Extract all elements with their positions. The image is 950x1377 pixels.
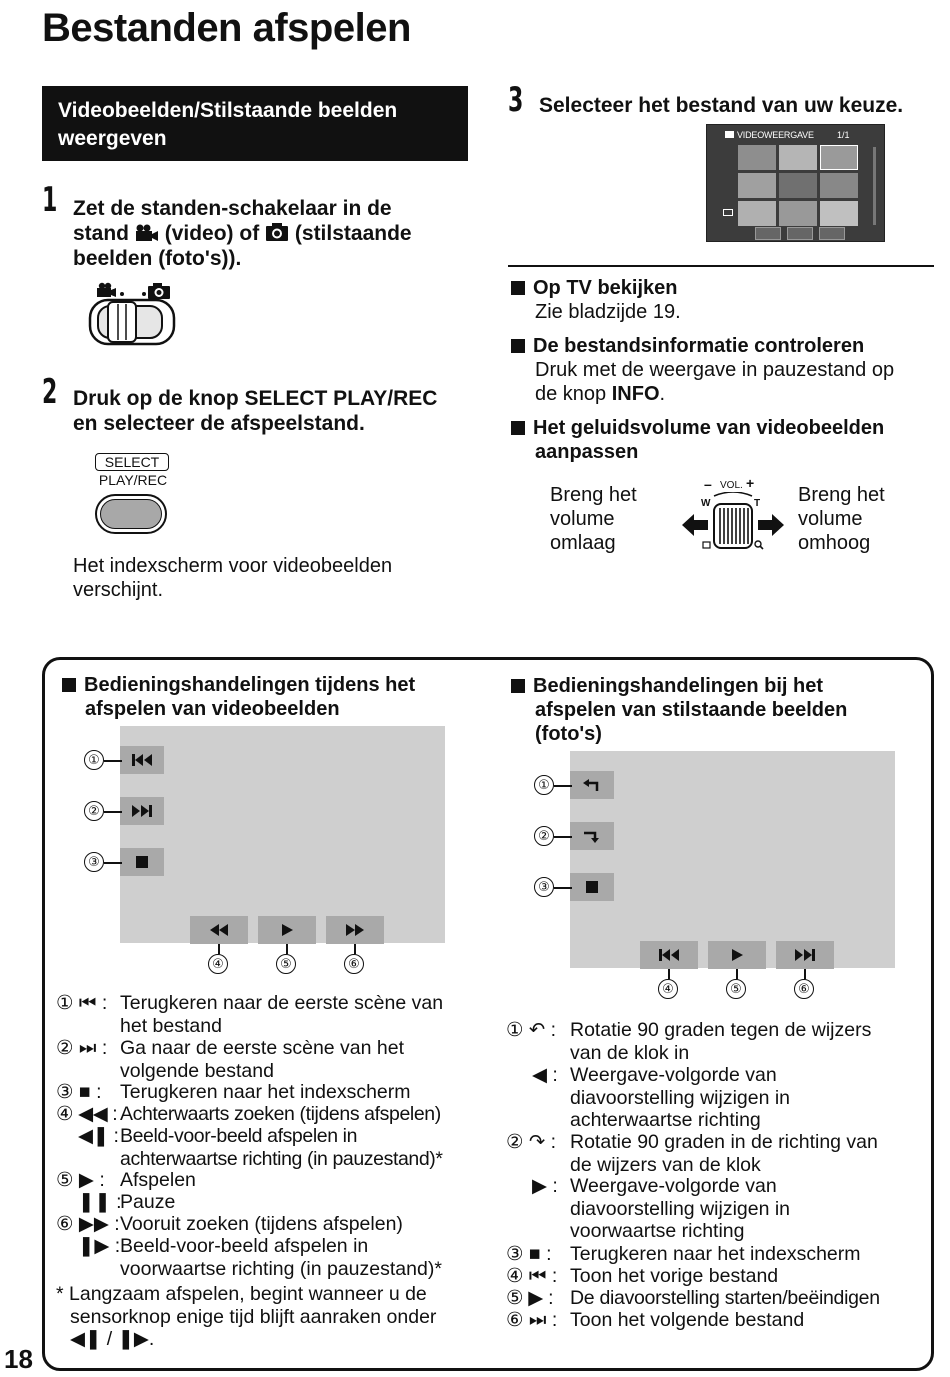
list-item: ③ ■ : Terugkeren naar het indexscherm [56,1081,411,1103]
list-item: ② ⏭ : Ga naar de eerste scène van het volgende bestand [56,1037,405,1082]
bullet-square [511,679,525,693]
photo-ops-list [506,1019,926,1331]
leader-line [354,944,356,954]
lcd-thumbnail [779,145,817,170]
leader-line [736,969,738,979]
video-ops-list [56,992,476,1351]
photo-mode-icon [142,283,170,299]
bullet-square [62,678,76,692]
volume-down-text: Breng het volume omlaag [550,484,637,554]
skip-forward-icon [794,948,816,962]
leader-line [554,887,572,889]
info-fileinfo: De bestandsinformatie controleren Druk met de weergave in pauzestand op de knop INFO. [511,334,931,406]
step-2-line1: Druk op de knop SELECT PLAY/REC [73,387,438,410]
step-1-line1: Zet de standen-schakelaar in de [73,197,392,220]
step-1-line3: beelden (foto's)). [73,247,242,270]
footnote: * Langzaam afspelen, begint wanneer u de sensorknop enige tijd blijft aanraken onder ◀❚ / ❚▶. [56,1283,437,1350]
fast-forward-icon [344,923,366,937]
lcd-thumbnail [820,173,858,198]
leader-line [554,785,572,787]
video-mode-icon [97,283,124,297]
lcd-scrollbar [873,147,876,225]
leader-line [104,811,122,813]
lcd-thumbnail [820,201,858,226]
step-2-note: Het indexscherm voor videobeelden verschijnt. [73,555,393,601]
info-volume: Het geluidsvolume van videobeelden aanpassen [511,416,931,464]
callout-6: ⑥ [794,979,814,999]
list-item: ❚▶ : Beeld-voor-beeld afspelen in voorwaartse richting (in pauzestand)* [78,1235,442,1280]
callout-3: ③ [84,852,104,872]
step-2-line2: en selecteer de afspeelstand. [73,412,365,435]
next-file-button [120,797,164,825]
arrow-right-icon [758,514,784,536]
lcd-page: 1/1 [837,130,850,140]
callout-1: ① [534,775,554,795]
page-title: Bestanden afspelen [42,6,411,50]
step-2-text [73,386,473,436]
lcd-thumbnail [738,173,776,198]
lcd-thumbnail [738,145,776,170]
select-label: SELECT [95,453,169,471]
photo-playback-screen [570,751,895,968]
step-1-line2: stand (video) of (stilstaande [73,222,412,245]
lcd-video-icon [725,131,734,138]
rotate-left-icon [581,778,603,792]
callout-4: ④ [658,979,678,999]
index-screen-lcd [706,124,885,242]
select-play-rec-button [95,453,171,534]
slideshow-play-button [708,941,766,969]
list-item: ④ ◀◀ : Achterwaarts zoeken (tijdens afspelen) [56,1103,441,1125]
leader-line [668,969,670,979]
volume-up-text: Breng het volume omhoog [798,484,885,554]
list-item: ❚❚ : Pauze [78,1191,176,1213]
leader-line [218,944,220,954]
bullet-square [511,281,525,295]
step-2-number: 2 [42,372,58,412]
callout-5: ⑤ [276,954,296,974]
page-number: 18 [4,1344,33,1374]
camera-icon [265,222,289,242]
callout-3: ③ [534,877,554,897]
lcd-thumbnail [779,173,817,198]
rotate-right-icon [581,829,603,843]
step-1-number: 1 [42,180,58,220]
prev-file-button [640,941,698,969]
volume-zoom-lever: – VOL. + W T [678,478,788,558]
skip-back-icon [658,948,680,962]
rewind-icon [208,923,230,937]
lcd-info-icon [723,209,733,216]
callout-2: ② [534,826,554,846]
list-item: ② ↷ : Rotatie 90 graden in de richting van de wijzers van de klok [506,1131,878,1176]
leader-line [104,862,122,864]
play-rec-label: PLAY/REC [98,472,168,488]
photo-ops-heading: Bedieningshandelingen bij het afspelen van stilstaande beelden (foto's) [511,674,911,746]
leader-line [286,944,288,954]
next-file-button [776,941,834,969]
info-tv: Op TV bekijken Zie bladzijde 19. [511,276,931,324]
callout-6: ⑥ [344,954,364,974]
select-play-rec-key [95,494,167,534]
list-item: ⑤ ▶ : De diavoorstelling starten/beëindigen [506,1287,880,1309]
callout-4: ④ [208,954,228,974]
stop-icon [131,855,153,869]
play-icon [276,923,298,937]
lcd-thumbnail [779,201,817,226]
stop-icon [581,880,603,894]
leader-line [104,760,122,762]
lcd-button-2 [787,227,813,240]
video-camera-icon [135,224,159,242]
callout-5: ⑤ [726,979,746,999]
rotate-ccw-button [570,771,614,799]
list-item: ▶ : Weergave-volgorde van diavoorstelling wijzigen in voorwaartse richting [532,1175,791,1242]
list-item: ④ ⏮ : Toon het vorige bestand [506,1265,779,1287]
list-item: ① ⏮ : Terugkeren naar de eerste scène van het bestand [56,992,444,1037]
stop-button [120,848,164,876]
lcd-button-1 [755,227,781,240]
lcd-trash-button [819,227,845,240]
skip-back-icon [131,753,153,767]
video-ops-heading: Bedieningshandelingen tijdens het afspelen van videobeelden [62,673,462,721]
section-bar [42,86,468,161]
prev-scene-button [120,746,164,774]
leader-line [804,969,806,979]
list-item: ⑥ ⏭ : Toon het volgende bestand [506,1309,805,1331]
wide-icon [703,542,710,548]
play-icon [726,948,748,962]
rotate-cw-button [570,822,614,850]
section-bar-line2: weergeven [58,127,167,150]
divider [508,265,934,267]
list-item: ⑥ ▶▶ : Vooruit zoeken (tijdens afspelen) [56,1213,403,1235]
fast-forward-button [326,916,384,944]
list-item: ③ ■ : Terugkeren naar het indexscherm [506,1243,861,1265]
play-button [258,916,316,944]
list-item: ① ↶ : Rotatie 90 graden tegen de wijzers van de klok in [506,1019,872,1064]
skip-forward-icon [131,804,153,818]
lcd-header: VIDEOWEERGAVE [725,130,814,140]
video-playback-screen [120,726,445,943]
step-3-text: Selecteer het bestand van uw keuze. [539,94,904,117]
step-1-text [73,196,473,271]
step-3-number: 3 [508,80,524,120]
leader-line [554,836,572,838]
bullet-square [511,421,525,435]
list-item: ⑤ ▶ : Afspelen [56,1169,196,1191]
mode-switch-illustration [88,280,178,348]
section-bar-line1: Videobeelden/Stilstaande beelden [58,99,398,122]
bullet-square [511,339,525,353]
list-item: ◀❚ : Beeld-voor-beeld afspelen in achterwaartse richting (in pauzestand)* [78,1125,443,1170]
lcd-thumbnail [820,145,858,170]
list-item: ◀ : Weergave-volgorde van diavoorstelling wijzigen in achterwaartse richting [532,1064,791,1131]
arrow-left-icon [682,514,708,536]
callout-1: ① [84,750,104,770]
rewind-button [190,916,248,944]
stop-button [570,873,614,901]
callout-2: ② [84,801,104,821]
lcd-thumbnail [738,201,776,226]
